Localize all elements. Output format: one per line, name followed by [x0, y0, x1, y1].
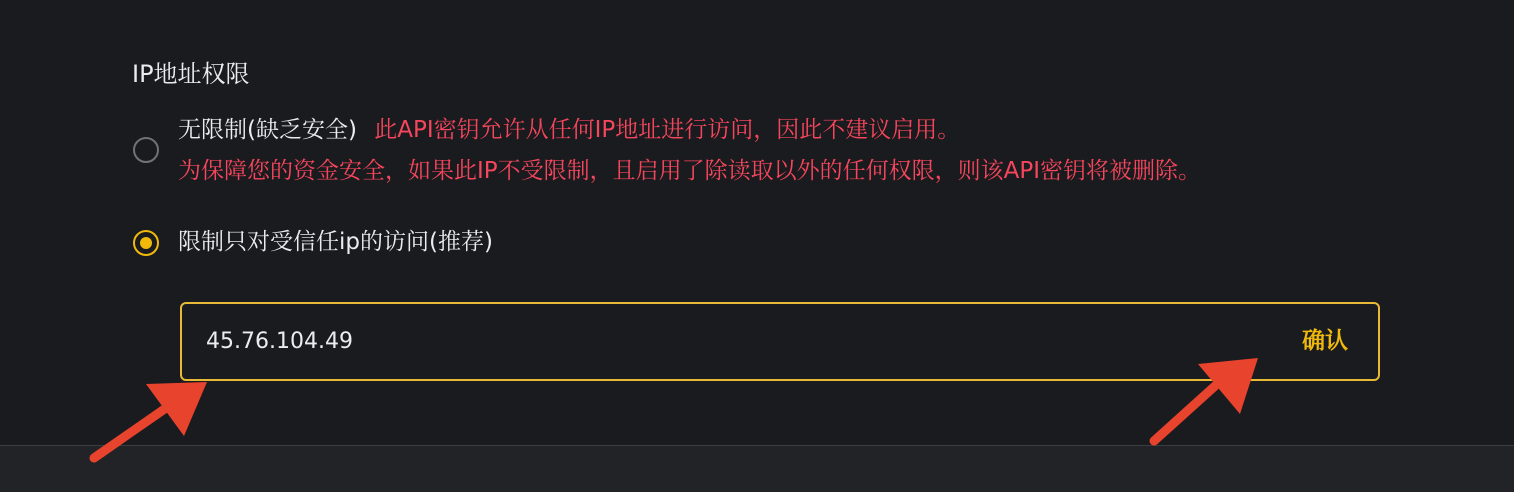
- ip-permission-title: IP地址权限: [132, 60, 250, 88]
- option-unrestricted-warning: 此API密钥允许从任何IP地址进行访问，因此不建议启用。: [374, 117, 961, 143]
- footer-bar: [0, 446, 1514, 492]
- radio-selected-dot: [140, 237, 152, 249]
- ip-input-container: [180, 302, 1380, 381]
- option-restricted-label[interactable]: 限制只对受信任ip的访问(推荐): [178, 229, 493, 255]
- option-unrestricted-warning-second: 为保障您的资金安全，如果此IP不受限制，且启用了除读取以外的任何权限，则该API密钥将被删除。: [178, 158, 1202, 184]
- ip-address-input[interactable]: [206, 304, 1206, 379]
- option-unrestricted-row: [178, 114, 960, 146]
- option-unrestricted-label[interactable]: 无限制(缺乏安全): [178, 117, 357, 143]
- radio-unrestricted[interactable]: [133, 137, 159, 163]
- confirm-button[interactable]: 确认: [1302, 304, 1348, 379]
- radio-restricted[interactable]: [133, 230, 159, 256]
